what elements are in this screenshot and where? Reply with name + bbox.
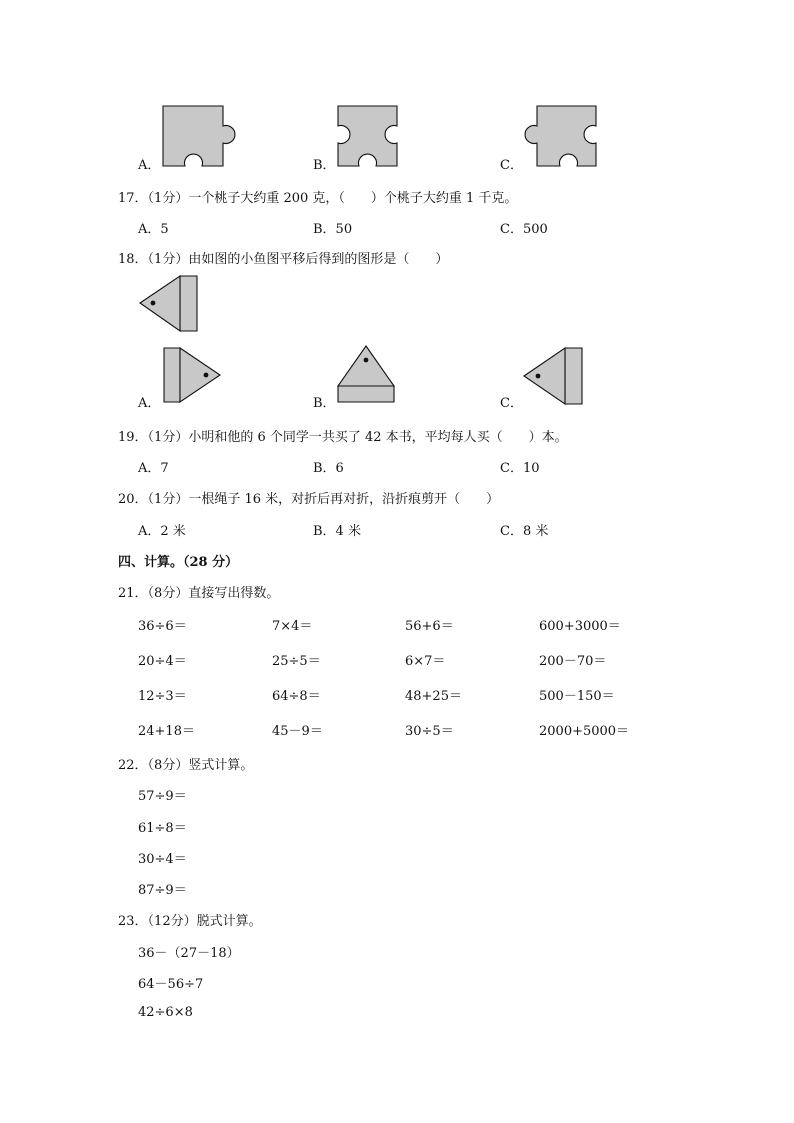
section-title: 四、计算。（28 分） [118,555,239,570]
q21-item: 7×4＝ [272,619,313,634]
q21-item: 2000+5000＝ [539,724,630,739]
q18-option-c-label: C． [500,396,523,411]
q21-item: 20÷4＝ [138,654,187,669]
q23-item: 64－56÷7 [138,977,204,992]
q19-option-c: C．10 [500,461,540,476]
q17-stem: 17．（1分）一个桃子大约重 200 克，（ ）个桃子大约重 1 千克。 [118,191,518,206]
q21-item: 12÷3＝ [138,689,187,704]
q21-item: 24+18＝ [138,724,195,739]
q18-stem: 18．（1分）由如图的小鱼图平移后得到的图形是（ ） [118,252,449,267]
q22-item: 30÷4＝ [138,852,187,867]
q18-option-b-label: B． [313,396,336,411]
q21-item: 500－150＝ [539,689,615,704]
q21-stem: 21．（8分）直接写出得数。 [118,586,280,601]
q20-option-a: A．2 米 [138,524,186,539]
q21-item: 64÷8＝ [272,689,321,704]
q21-item: 48+25＝ [405,689,462,704]
q17-option-c: C．500 [500,222,548,237]
q23-item: 36－（27－18） [138,946,240,961]
q21-item: 36÷6＝ [138,619,187,634]
q19-stem: 19．（1分）小明和他的 6 个同学一共买了 42 本书，平均每人买（ ）本。 [118,430,568,445]
q16-option-b-label: B． [313,158,336,173]
q21-item: 6×7＝ [405,654,446,669]
q22-item: 61÷8＝ [138,821,187,836]
q19-option-b: B．6 [313,461,344,476]
q23-stem: 23．（12分）脱式计算。 [118,914,262,929]
fish-left-icon [0,0,794,420]
q17-option-b: B．50 [313,222,353,237]
q21-item: 30÷5＝ [405,724,454,739]
q18-option-a-label: A． [138,396,161,411]
q22-stem: 22．（8分）竖式计算。 [118,758,254,773]
q21-item: 56+6＝ [405,619,454,634]
q16-option-c-label: C． [500,158,523,173]
q20-option-c: C．8 米 [500,524,549,539]
q22-item: 87÷9＝ [138,883,187,898]
q21-item: 45－9＝ [272,724,323,739]
q20-option-b: B．4 米 [313,524,361,539]
q19-option-a: A．7 [138,461,169,476]
q16-option-a-label: A． [138,158,161,173]
q21-item: 25÷5＝ [272,654,321,669]
q21-item: 200－70＝ [539,654,607,669]
q17-option-a: A．5 [138,222,169,237]
q21-item: 600+3000＝ [539,619,621,634]
q22-item: 57÷9＝ [138,789,187,804]
q20-stem: 20．（1分）一根绳子 16 米，对折后再对折，沿折痕剪开（ ） [118,492,500,507]
q23-item: 42÷6×8 [138,1005,193,1020]
